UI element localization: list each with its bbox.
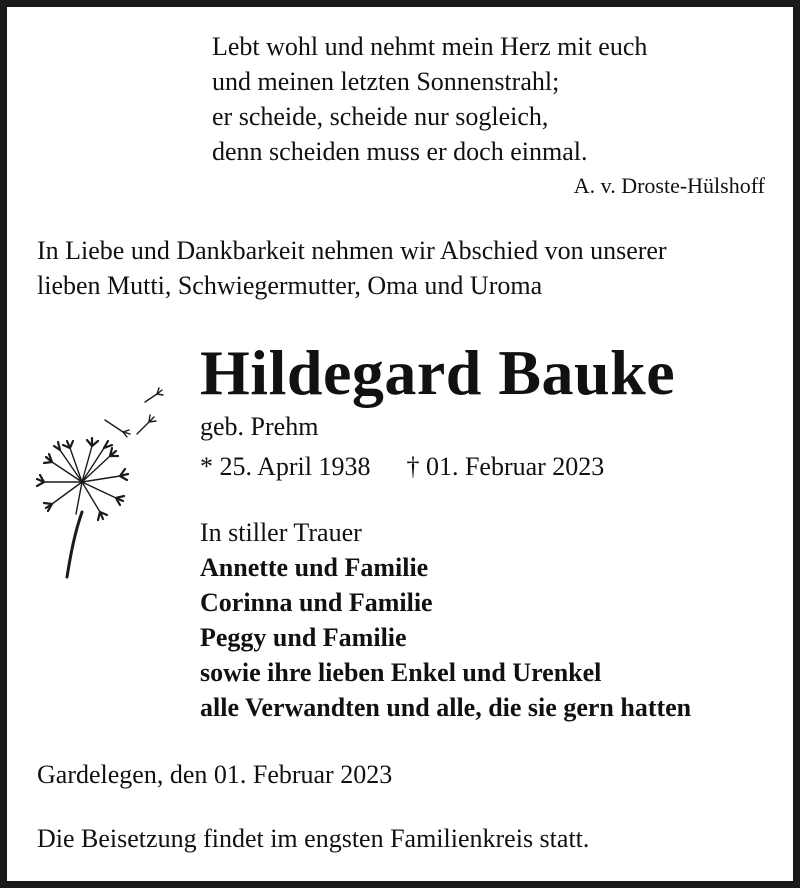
mourners-list [200, 515, 780, 725]
poem-line: und meinen letzten Sonnenstrahl; [212, 67, 560, 96]
poem [212, 29, 772, 169]
poem-author: A. v. Droste-Hülshoff [573, 173, 765, 198]
life-dates [200, 449, 604, 485]
birth-name: geb. Prehm [200, 412, 319, 441]
poem-line: Lebt wohl und nehmt mein Herz mit euch [212, 32, 648, 61]
mourner-name: Annette und Familie [200, 553, 429, 582]
mourner-name: Corinna und Familie [200, 588, 433, 617]
poem-line: er scheide, scheide nur sogleich, [212, 102, 549, 131]
dandelion-icon [27, 372, 177, 592]
mourner-name: sowie ihre lieben Enkel und Urenkel [200, 658, 602, 687]
poem-line: denn scheiden muss er doch einmal. [212, 137, 588, 166]
mourning-heading: In stiller Trauer [200, 518, 362, 547]
funeral-note: Die Beisetzung findet im engsten Familienkreis statt. [37, 824, 590, 853]
place-date: Gardelegen, den 01. Februar 2023 [37, 760, 393, 789]
mourner-name: alle Verwandten und alle, die sie gern hatten [200, 693, 692, 722]
intro-text [37, 233, 777, 303]
mourner-name: Peggy und Familie [200, 623, 407, 652]
deceased-name: Hildegard Bauke [200, 337, 676, 408]
death-date: † 01. Februar 2023 [406, 452, 605, 481]
intro-line: lieben Mutti, Schwiegermutter, Oma und Uroma [37, 271, 543, 300]
intro-line: In Liebe und Dankbarkeit nehmen wir Abschied von unserer [37, 236, 667, 265]
birth-date: * 25. April 1938 [200, 452, 371, 481]
